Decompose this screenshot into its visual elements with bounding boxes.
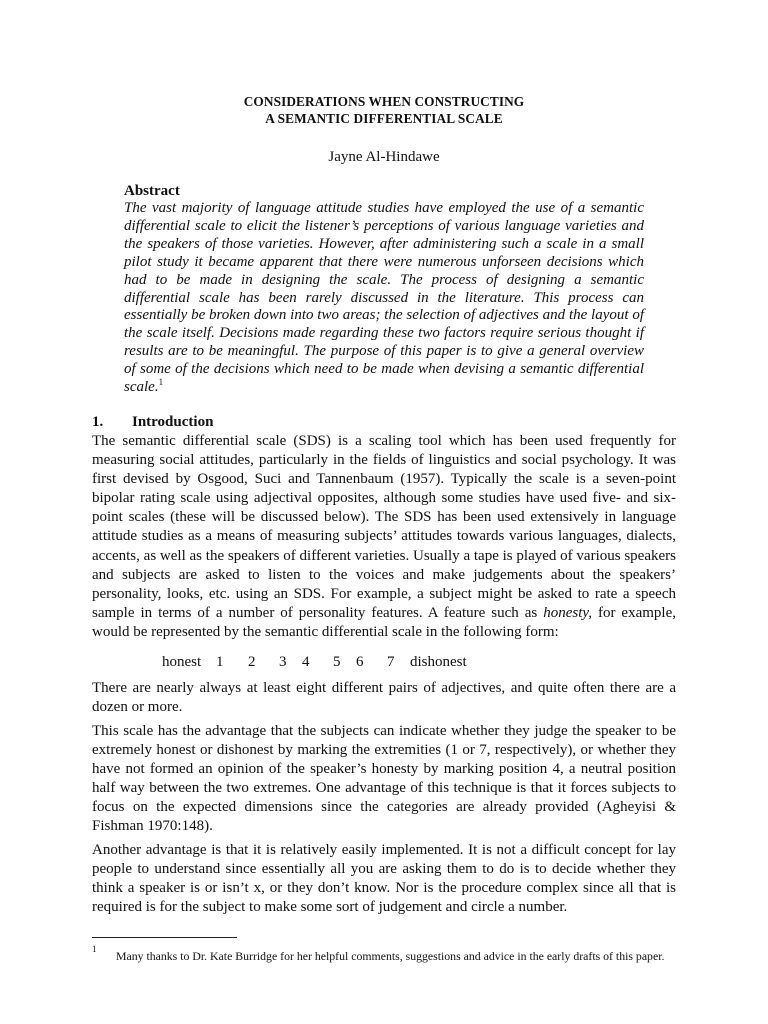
abstract-text xyxy=(124,200,644,397)
intro-paragraph-3: This scale has the advantage that the subjects can indicate whether they judge the speaker to be extremely honest or dishonest by marking the extremities (1 or 7, respectively), or whether they have not formed an opinion of the speaker’s honesty by marking position 4, a neutral position half way between the two extremes. One advantage of this technique is that it forces subjects to focus on the expected dimensions since the categories are already provided (Agheyisi & Fishman 1970:148). xyxy=(92,723,676,835)
section-title: Introduction xyxy=(132,414,214,430)
section-heading-introduction xyxy=(92,413,213,431)
abstract-heading: Abstract xyxy=(124,183,180,199)
footnote-text: Many thanks to Dr. Kate Burridge for her helpful comments, suggestions and advice in the early drafts of this paper. xyxy=(116,949,665,963)
scale-point: 4 xyxy=(302,654,310,670)
scale-point: 6 xyxy=(356,654,364,670)
p1-italic-term: honesty, xyxy=(543,604,592,621)
p1-text: The semantic differential scale (SDS) is a scaling tool which has been used frequently for measuring social attitudes, particularly in the fields of linguistics and social psychology. It was first devised by Osgood, Suci and Tannenbaum (1957). Typically the scale is a seven-point bipolar rating scale using adjectival opposites, although some studies have used five- and six-point scales (these will be discussed below). The SDS has been used extensively in language attitude studies as a means of measuring subjects’ attitudes towards various languages, dialects, accents, as well as the speakers of different varieties. Usually a tape is played of various speakers and subjects are asked to listen to the voices and make judgements about the speakers’ personality, looks, etc. using an SDS. For example, a subject might be asked to rate a speech sample in terms of a number of personality features. A feature such as xyxy=(92,433,676,621)
section-number: 1. xyxy=(92,414,104,430)
scale-point: 7 xyxy=(387,654,395,670)
intro-paragraph-1 xyxy=(92,432,676,642)
scale-point: 2 xyxy=(248,654,256,670)
scale-point: 1 xyxy=(216,654,224,670)
paper-title xyxy=(0,93,768,127)
footnote-divider xyxy=(92,937,237,938)
scale-right-label: dishonest xyxy=(410,654,467,670)
intro-paragraph-2: There are nearly always at least eight different pairs of adjectives, and quite often there are a dozen or more. xyxy=(92,680,676,716)
scale-point: 3 xyxy=(279,654,287,670)
title-line-1: CONSIDERATIONS WHEN CONSTRUCTING xyxy=(243,94,525,109)
title-line-2: A SEMANTIC DIFFERENTIAL SCALE xyxy=(265,111,503,126)
scale-left-label: honest xyxy=(162,654,202,670)
footnote-mark: 1 xyxy=(92,944,97,954)
abstract-footnote-ref: 1 xyxy=(158,377,164,388)
abstract-paragraph: The vast majority of language attitude studies have employed the use of a semantic differential scale to elicit the listener’s perceptions of various language varieties and the speakers of those varieties. However, after administering such a scale in a small pilot study it became apparent that there were numerous unforseen decisions which had to be made in designing the scale. The process of designing a semantic differential scale has been rarely discussed in the literature. This process can essentially be broken down into two areas; the selection of adjectives and the layout of the scale itself. Decisions made regarding these two factors require serious thought if results are to be meaningful. The purpose of this paper is to give a general overview of some of the decisions which need to be made when devising a semantic differential scale. xyxy=(124,200,644,396)
intro-paragraph-4: Another advantage is that it is relatively easily implemented. It is not a difficult concept for lay people to understand since essentially all you are asking them to do is to decide whether they think a speaker is or isn’t x, or they don’t know. Nor is the procedure complex since all that is required is for the subject to make some sort of judgement and circle a number. xyxy=(92,842,676,916)
author-name: Jayne Al-Hindawe xyxy=(328,149,440,165)
p1-text-end: for example, would be represented by the semantic differential scale in the following form: xyxy=(92,604,676,640)
scale-point: 5 xyxy=(333,654,341,670)
